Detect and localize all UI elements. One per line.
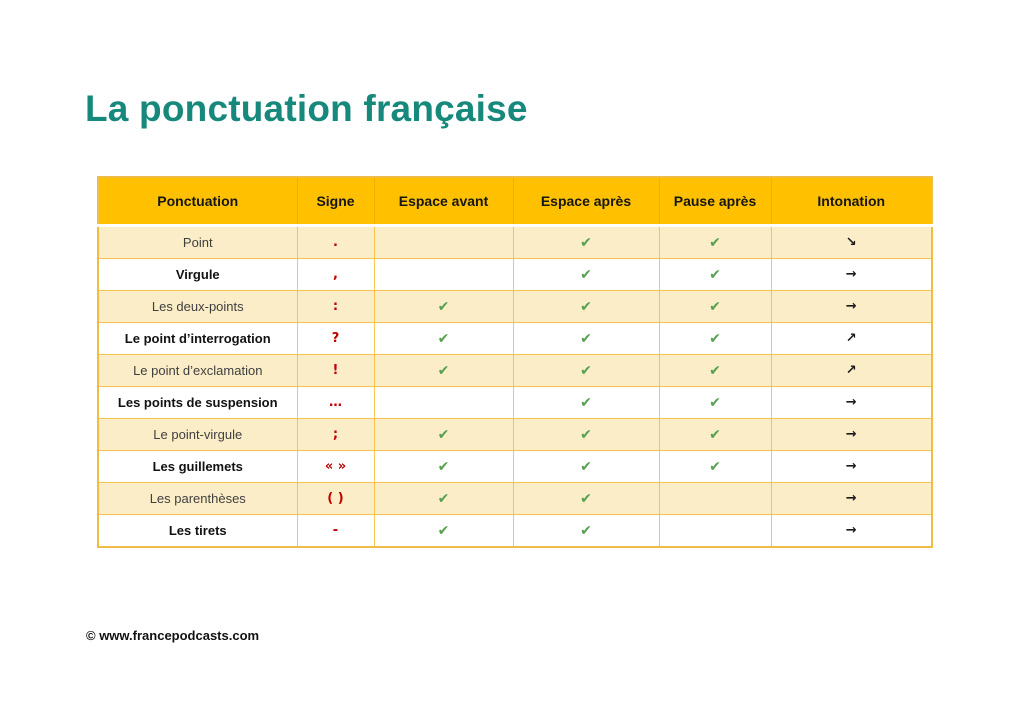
table-row xyxy=(98,419,932,451)
check-icon: ✔ xyxy=(580,458,592,475)
punctuation-label: Les tirets xyxy=(98,515,297,548)
check-icon: ✔ xyxy=(709,266,721,283)
pause-apres-cell xyxy=(659,355,771,387)
table-row xyxy=(98,226,932,259)
punctuation-table xyxy=(97,176,933,548)
check-icon: ✔ xyxy=(709,330,721,347)
pause-apres-cell xyxy=(659,259,771,291)
header-row xyxy=(98,177,932,226)
check-icon: ✔ xyxy=(709,426,721,443)
punctuation-label: Les parenthèses xyxy=(98,483,297,515)
espace-avant-cell xyxy=(374,515,513,548)
table-header xyxy=(98,177,932,226)
sign-value: : xyxy=(297,291,374,323)
check-icon: ✔ xyxy=(580,522,592,539)
espace-apres-cell xyxy=(513,355,659,387)
intonation-arrow: ↘ xyxy=(771,226,932,259)
espace-avant-cell xyxy=(374,259,513,291)
header-signe: Signe xyxy=(297,177,374,226)
header-espace-apres: Espace après xyxy=(513,177,659,226)
intonation-arrow: → xyxy=(771,291,932,323)
punctuation-label: Virgule xyxy=(98,259,297,291)
espace-avant-cell xyxy=(374,323,513,355)
punctuation-label: Les points de suspension xyxy=(98,387,297,419)
espace-apres-cell xyxy=(513,419,659,451)
espace-avant-cell xyxy=(374,419,513,451)
punctuation-label: Les guillemets xyxy=(98,451,297,483)
table-row xyxy=(98,451,932,483)
sign-value: . xyxy=(297,226,374,259)
punctuation-label: Les deux-points xyxy=(98,291,297,323)
sign-value: , xyxy=(297,259,374,291)
page-title: La ponctuation française xyxy=(85,88,528,129)
sign-value: ; xyxy=(297,419,374,451)
check-icon: ✔ xyxy=(580,394,592,411)
sign-value: ? xyxy=(297,323,374,355)
sign-value: … xyxy=(297,387,374,419)
pause-apres-cell xyxy=(659,226,771,259)
check-icon: ✔ xyxy=(437,458,450,475)
sign-value: « » xyxy=(297,451,374,483)
pause-apres-cell xyxy=(659,451,771,483)
espace-apres-cell xyxy=(513,451,659,483)
intonation-arrow: → xyxy=(771,259,932,291)
table-row xyxy=(98,355,932,387)
copyright-footer: © www.francepodcasts.com xyxy=(86,628,260,643)
table-row xyxy=(98,387,932,419)
pause-apres-cell xyxy=(659,483,771,515)
check-icon: ✔ xyxy=(709,298,721,315)
check-icon: ✔ xyxy=(709,394,721,411)
check-icon: ✔ xyxy=(437,426,450,443)
intonation-arrow: → xyxy=(771,451,932,483)
check-icon: ✔ xyxy=(580,234,592,251)
punctuation-label: Le point d’interrogation xyxy=(98,323,297,355)
pause-apres-cell xyxy=(659,419,771,451)
check-icon: ✔ xyxy=(709,458,721,475)
espace-apres-cell xyxy=(513,515,659,548)
check-icon: ✔ xyxy=(437,298,450,315)
espace-avant-cell xyxy=(374,226,513,259)
table-row xyxy=(98,323,932,355)
check-icon: ✔ xyxy=(437,490,450,507)
punctuation-label: Le point-virgule xyxy=(98,419,297,451)
check-icon: ✔ xyxy=(580,426,592,443)
table-row xyxy=(98,483,932,515)
punctuation-label: Point xyxy=(98,226,297,259)
espace-avant-cell xyxy=(374,355,513,387)
pause-apres-cell xyxy=(659,323,771,355)
espace-apres-cell xyxy=(513,226,659,259)
header-intonation: Intonation xyxy=(771,177,932,226)
espace-apres-cell xyxy=(513,323,659,355)
pause-apres-cell xyxy=(659,291,771,323)
intonation-arrow: ↗ xyxy=(771,355,932,387)
check-icon: ✔ xyxy=(437,362,450,379)
check-icon: ✔ xyxy=(580,266,592,283)
header-pause-apres: Pause après xyxy=(659,177,771,226)
pause-apres-cell xyxy=(659,515,771,548)
check-icon: ✔ xyxy=(580,330,592,347)
punctuation-label: Le point d’exclamation xyxy=(98,355,297,387)
espace-apres-cell xyxy=(513,259,659,291)
intonation-arrow: → xyxy=(771,387,932,419)
check-icon: ✔ xyxy=(437,522,450,539)
sign-value: - xyxy=(297,515,374,548)
check-icon: ✔ xyxy=(580,298,592,315)
intonation-arrow: ↗ xyxy=(771,323,932,355)
table-row xyxy=(98,515,932,548)
header-ponctuation: Ponctuation xyxy=(98,177,297,226)
table-body xyxy=(98,226,932,548)
table-row xyxy=(98,259,932,291)
espace-avant-cell xyxy=(374,483,513,515)
check-icon: ✔ xyxy=(709,362,721,379)
header-espace-avant: Espace avant xyxy=(374,177,513,226)
espace-apres-cell xyxy=(513,291,659,323)
check-icon: ✔ xyxy=(580,490,592,507)
check-icon: ✔ xyxy=(709,234,721,251)
espace-avant-cell xyxy=(374,451,513,483)
pause-apres-cell xyxy=(659,387,771,419)
intonation-arrow: → xyxy=(771,483,932,515)
check-icon: ✔ xyxy=(580,362,592,379)
check-icon: ✔ xyxy=(437,330,450,347)
espace-apres-cell xyxy=(513,387,659,419)
table-row xyxy=(98,291,932,323)
sign-value: ( ) xyxy=(297,483,374,515)
intonation-arrow: → xyxy=(771,515,932,548)
sign-value: ! xyxy=(297,355,374,387)
espace-avant-cell xyxy=(374,291,513,323)
espace-avant-cell xyxy=(374,387,513,419)
intonation-arrow: → xyxy=(771,419,932,451)
punctuation-table-container xyxy=(97,176,931,548)
espace-apres-cell xyxy=(513,483,659,515)
